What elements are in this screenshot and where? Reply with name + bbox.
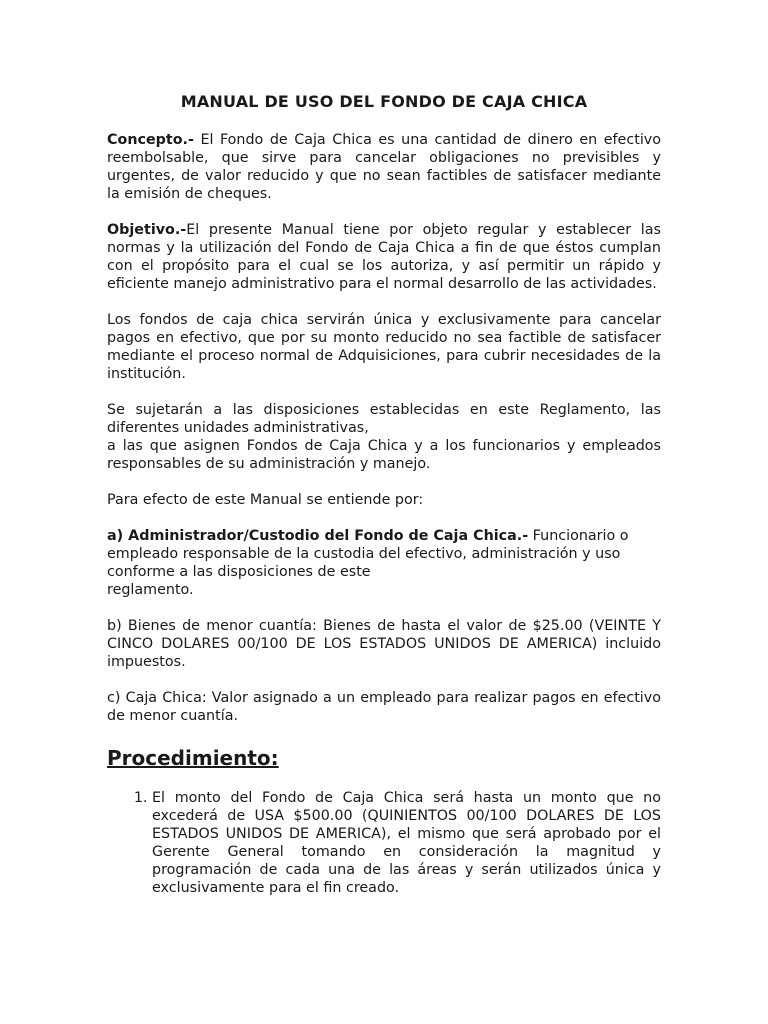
paragraph-concepto bbox=[107, 131, 661, 203]
definition-a-text-end: reglamento. bbox=[107, 582, 194, 598]
paragraph-sujetaran bbox=[107, 401, 661, 473]
list-item: 1. El monto del Fondo de Caja Chica será hasta un monto que no excederá de USA $500.00 (QUINIENTOS 00/100 DOLARES DE LOS ESTADOS UNIDOS DE AMERICA), el mismo que será aprobado por el Gerente General tomando en consideración la magnitud y programación de cada una de las áreas y serán utilizados única y exclusivamente para el fin creado. bbox=[152, 789, 661, 897]
definition-c: c) Caja Chica: Valor asignado a un empleado para realizar pagos en efectivo de menor cuantía. bbox=[107, 690, 661, 724]
concepto-label: Concepto.- bbox=[107, 132, 194, 148]
paragraph-fondos: Los fondos de caja chica servirán única y exclusivamente para cancelar pagos en efectivo, que por su monto reducido no sea factible de satisfacer mediante el proceso normal de Adquisiciones, para cubrir necesidades de la institución. bbox=[107, 312, 661, 382]
sujetaran-line-1: Se sujetarán a las disposiciones establecidas en este Reglamento, las diferentes unidades administrativas, bbox=[107, 402, 661, 436]
definition-a-text: Funcionario o empleado responsable de la custodia del efectivo, administración y uso conforme a las disposiciones de este bbox=[107, 528, 629, 580]
paragraph-objetivo bbox=[107, 221, 661, 293]
sujetaran-line-2: a las que asignen Fondos de Caja Chica y a los funcionarios y empleados responsables de su administración y manejo. bbox=[107, 438, 661, 472]
document-title: MANUAL DE USO DEL FONDO DE CAJA CHICA bbox=[180, 92, 588, 111]
objetivo-label: Objetivo.- bbox=[107, 222, 187, 238]
concepto-text: El Fondo de Caja Chica es una cantidad de dinero en efectivo reembolsable, que sirve para cancelar obligaciones no previsibles y urgentes, de valor reducido y que no sean factibles de satisfacer mediante la emisión de cheques. bbox=[107, 132, 661, 202]
paragraph-efecto: Para efecto de este Manual se entiende por: bbox=[107, 492, 424, 508]
definition-a-label: a) Administrador/Custodio del Fondo de Caja Chica.- bbox=[107, 528, 529, 544]
definition-b: b) Bienes de menor cuantía: Bienes de hasta el valor de $25.00 (VEINTE Y CINCO DOLARES 00/100 DE LOS ESTADOS UNIDOS DE AMERICA) incluido impuestos. bbox=[107, 618, 661, 670]
objetivo-text: El presente Manual tiene por objeto regular y establecer las normas y la utilización del Fondo de Caja Chica a fin de que éstos cumplan con el propósito para el cual se los autoriza, y así permitir un rápido y eficiente manejo administrativo para el normal desarrollo de las actividades. bbox=[107, 222, 661, 292]
procedimiento-list bbox=[107, 789, 661, 897]
definition-a bbox=[107, 527, 661, 599]
procedimiento-heading: Procedimiento: bbox=[107, 746, 279, 770]
